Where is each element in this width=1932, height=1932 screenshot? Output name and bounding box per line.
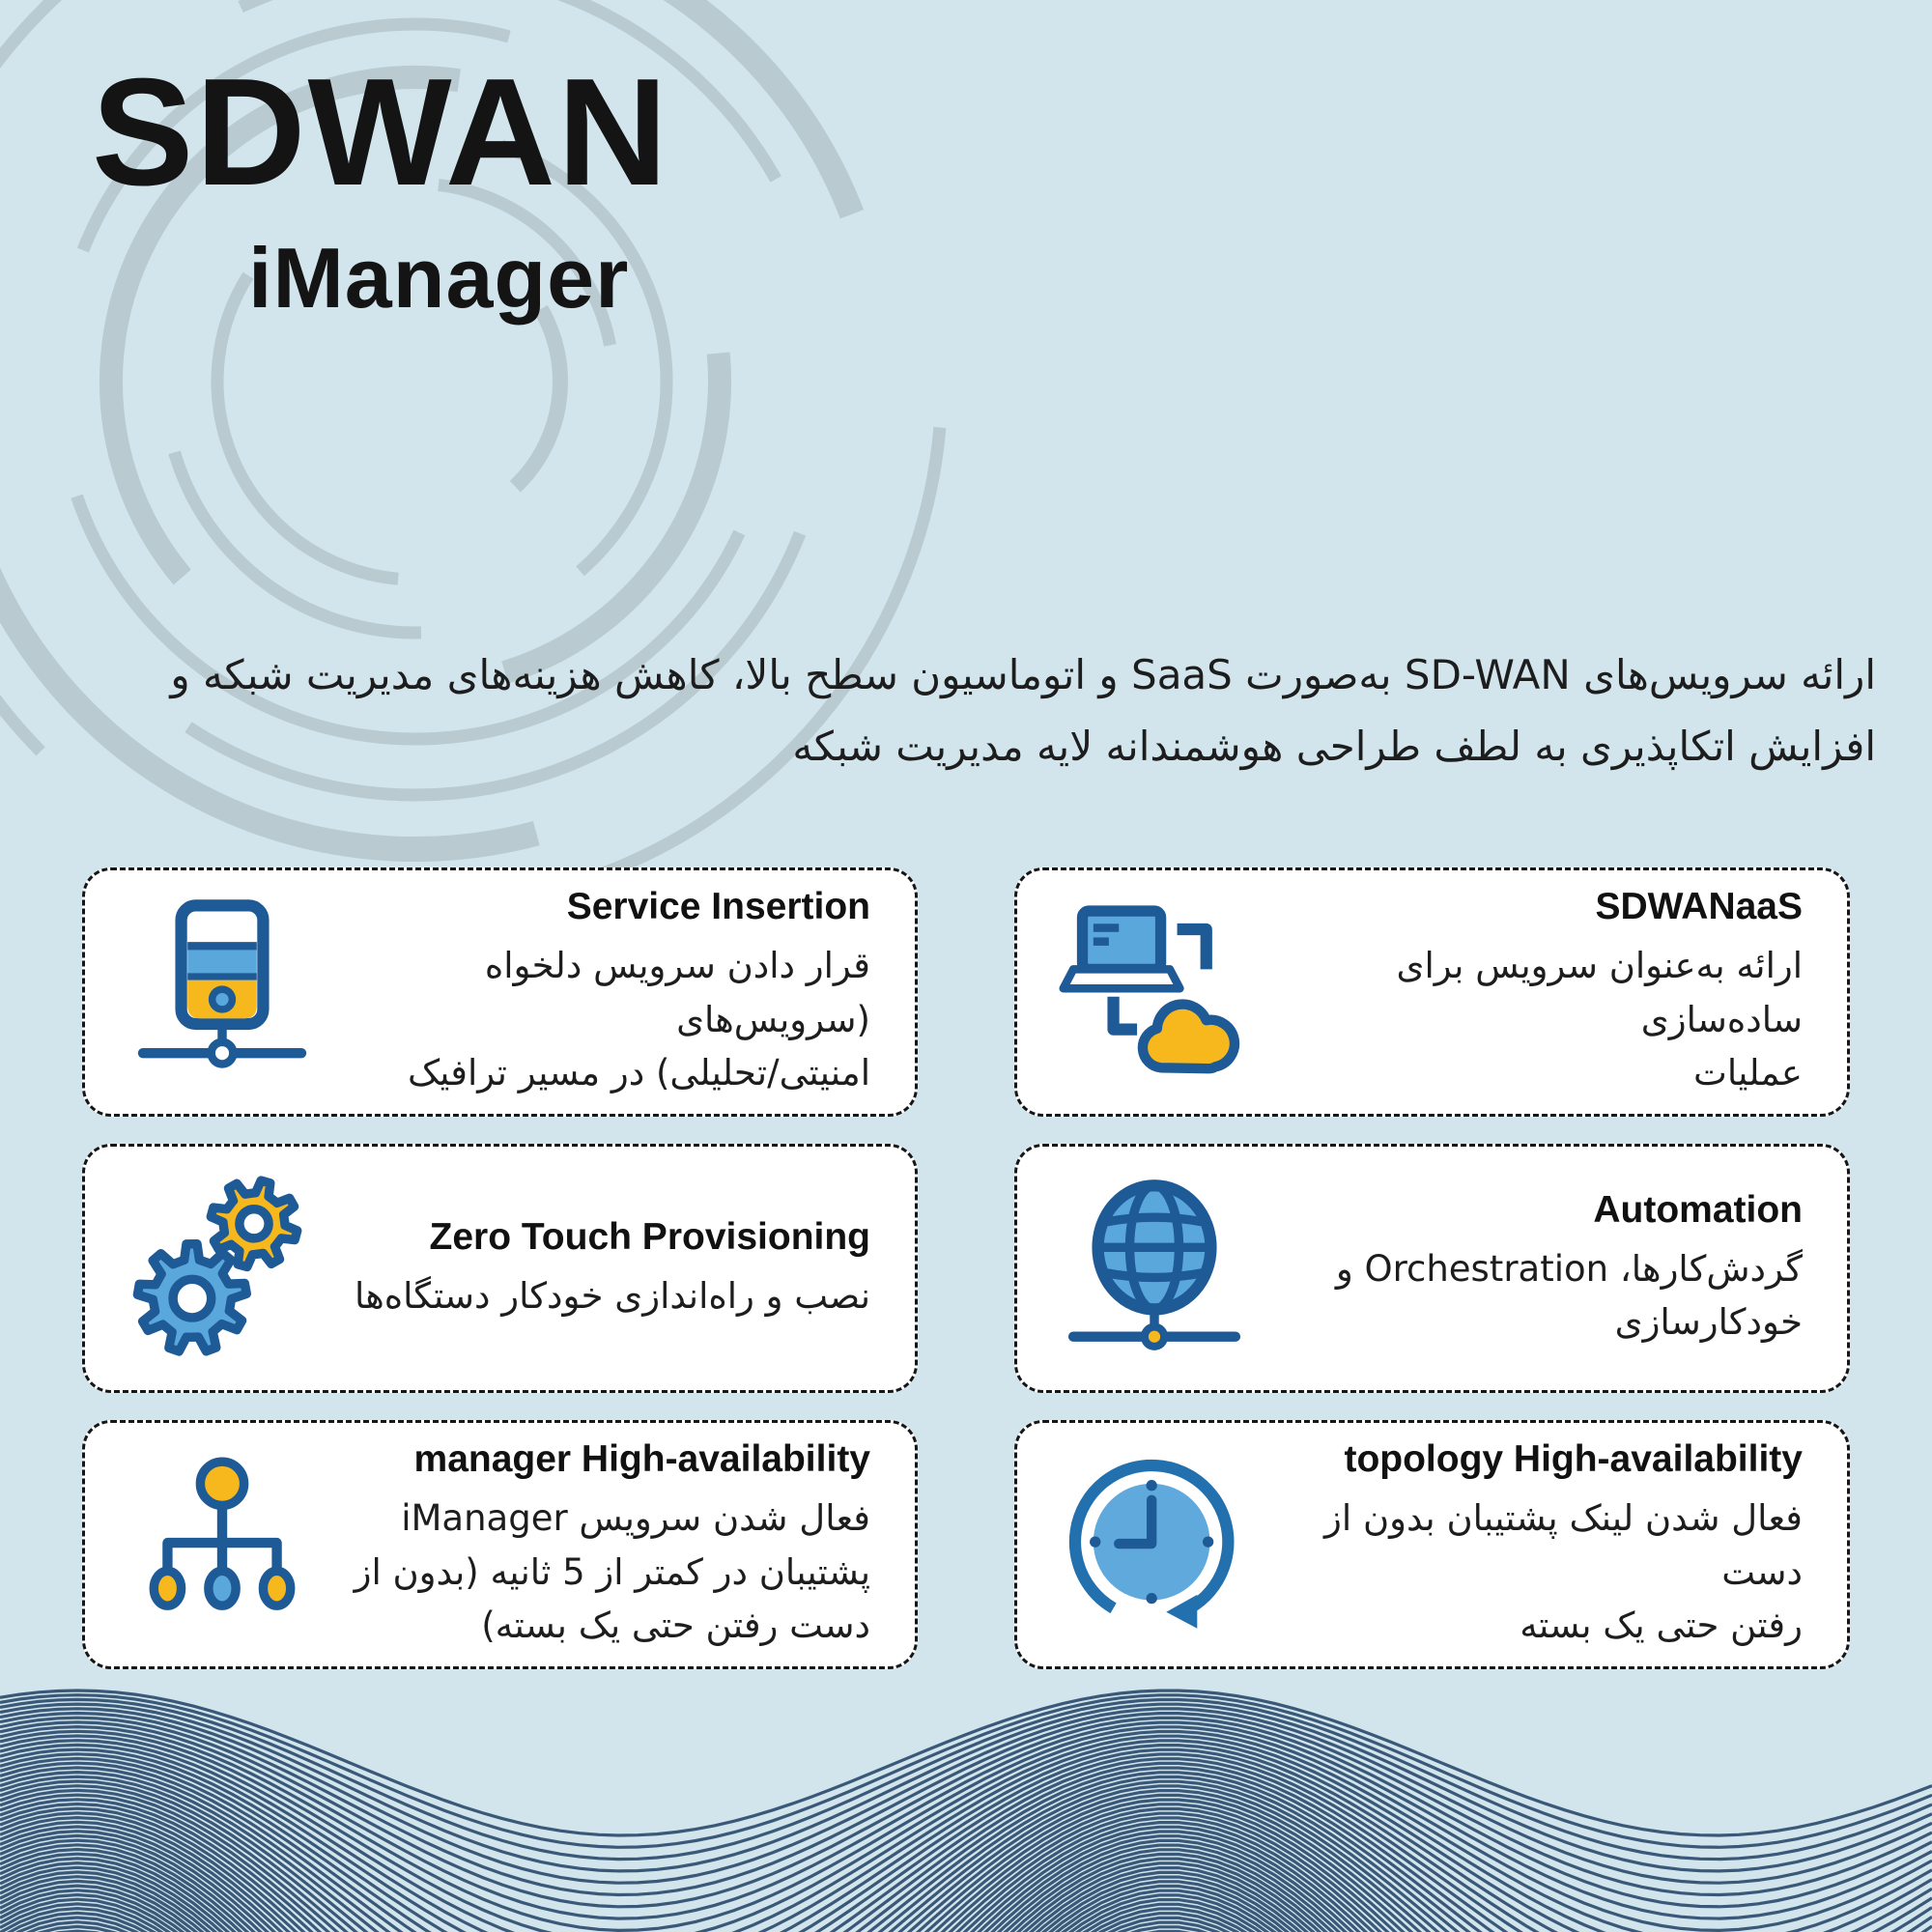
card-title: manager High-availability <box>413 1438 870 1481</box>
server-network-icon <box>110 896 334 1088</box>
card-title: SDWANaaS <box>1595 886 1803 928</box>
card-title: topology High-availability <box>1344 1438 1803 1481</box>
card-line: پشتیبان در کمتر از 5 ثانیه (بدون از <box>354 1550 870 1593</box>
card-sdwanaas <box>1014 867 1850 1117</box>
card-automation <box>1014 1144 1850 1393</box>
card-line: فعال شدن سرویس iManager <box>401 1497 870 1540</box>
intro-line-2: افزایش اتکاپذیری به لطف طراحی هوشمندانه لایه مدیریت شبکه <box>792 722 1876 770</box>
intro-line-1: ارائه سرویس‌های SD-WAN به‌صورت SaaS و اتوماسیون سطح بالا، کاهش هزینه‌های مدیریت شبکه و <box>170 651 1876 698</box>
card-line: ارائه به‌عنوان سرویس برای ساده‌سازی <box>1396 945 1803 1040</box>
card-service-insertion <box>82 867 918 1117</box>
gears-icon <box>110 1173 334 1364</box>
header <box>92 47 670 326</box>
card-line: خودکارسازی <box>1614 1301 1803 1344</box>
card-topology-high-availability <box>1014 1420 1850 1669</box>
card-title: Zero Touch Provisioning <box>429 1215 870 1258</box>
page-subtitle: iManager <box>248 230 630 326</box>
wave-pattern <box>0 1642 1932 1932</box>
card-title: Automation <box>1593 1189 1803 1232</box>
card-line: قرار دادن سرویس دلخواه (سرویس‌های <box>484 945 870 1040</box>
card-text <box>334 1214 870 1322</box>
card-manager-high-availability <box>82 1420 918 1669</box>
card-text <box>334 884 870 1099</box>
card-line: نصب و راه‌اندازی خودکار دستگاه‌ها <box>354 1274 870 1317</box>
card-text <box>1266 884 1803 1099</box>
intro-paragraph <box>48 639 1876 781</box>
card-line: فعال شدن لینک پشتیبان بدون از دست <box>1324 1497 1803 1593</box>
card-zero-touch-provisioning <box>82 1144 918 1393</box>
hierarchy-tree-icon <box>110 1449 334 1640</box>
globe-network-icon <box>1042 1173 1266 1364</box>
card-line: رفتن حتی یک بسته <box>1520 1605 1803 1647</box>
card-title: Service Insertion <box>566 886 870 928</box>
card-text <box>1266 1436 1803 1652</box>
card-text <box>1266 1187 1803 1350</box>
card-line: امنیتی/تحلیلی) در مسیر ترافیک <box>407 1052 870 1094</box>
page-title: SDWAN <box>92 47 670 217</box>
card-text <box>334 1436 870 1652</box>
feature-cards-grid <box>82 867 1850 1669</box>
clock-history-icon <box>1042 1449 1266 1640</box>
card-line: گردش‌کارها، Orchestration و <box>1335 1247 1803 1290</box>
card-line: دست رفتن حتی یک بسته) <box>481 1605 870 1647</box>
card-line: عملیات <box>1693 1052 1803 1094</box>
laptop-cloud-icon <box>1042 896 1266 1088</box>
